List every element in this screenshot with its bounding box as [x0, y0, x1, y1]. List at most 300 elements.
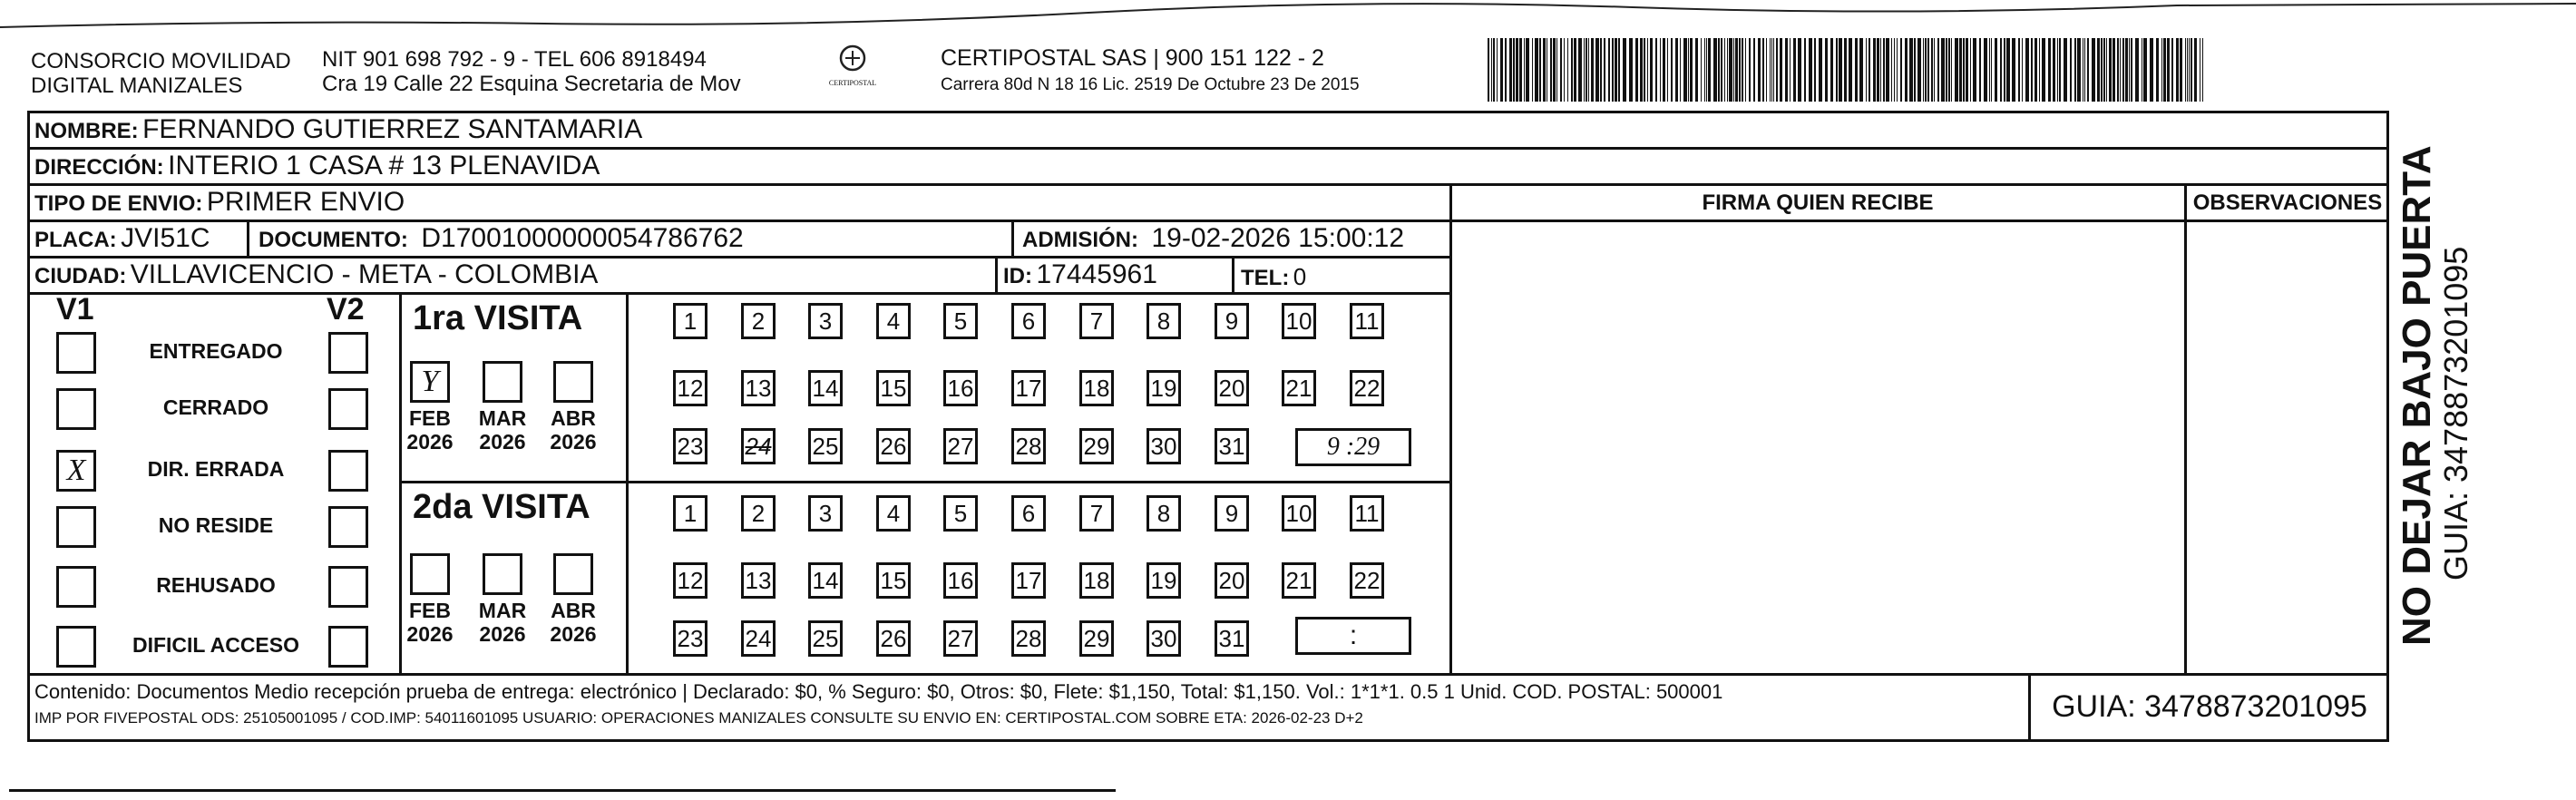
- month-name: FEB: [409, 406, 451, 430]
- day-box[interactable]: 12: [673, 562, 707, 599]
- day-box[interactable]: 20: [1215, 370, 1249, 406]
- barcode-bar: [2074, 38, 2076, 102]
- month-year: 2026: [479, 430, 526, 454]
- day-box[interactable]: 21: [1282, 370, 1316, 406]
- day-box[interactable]: 9: [1215, 495, 1249, 532]
- status-label: DIR. ERRADA: [147, 457, 285, 481]
- day-box[interactable]: 23: [673, 620, 707, 657]
- day-box[interactable]: 23: [673, 428, 707, 464]
- day-box[interactable]: 4: [876, 495, 911, 532]
- month-checkbox[interactable]: Y: [410, 361, 450, 403]
- barcode-bar: [1735, 38, 1738, 102]
- barcode-bar: [1733, 38, 1734, 102]
- visit2-time-box[interactable]: :: [1295, 617, 1411, 655]
- month-year: 2026: [550, 430, 597, 454]
- day-box[interactable]: 7: [1079, 303, 1114, 339]
- courier-info: [941, 45, 1360, 95]
- barcode-bar: [2106, 38, 2107, 102]
- barcode-bar: [2103, 38, 2105, 102]
- day-box[interactable]: 6: [1011, 303, 1046, 339]
- day-box[interactable]: 16: [943, 562, 978, 599]
- documento-label: DOCUMENTO:: [259, 228, 408, 252]
- day-box[interactable]: 14: [808, 370, 843, 406]
- barcode-bar: [2163, 38, 2166, 102]
- day-box[interactable]: 12: [673, 370, 707, 406]
- barcode-bar: [1745, 38, 1746, 102]
- tel-label: TEL:: [1241, 266, 1290, 290]
- day-box[interactable]: 16: [943, 370, 978, 406]
- v1-checkbox[interactable]: [56, 332, 96, 374]
- day-box[interactable]: 7: [1079, 495, 1114, 532]
- bottom-rule: [9, 789, 1116, 792]
- barcode-bar: [2187, 38, 2188, 102]
- barcode-bar: [1995, 38, 1997, 102]
- barcode-bar: [1675, 38, 1678, 102]
- v1-header: V1: [56, 292, 94, 327]
- barcode-bar: [1970, 38, 1971, 102]
- barcode-bar: [1966, 38, 1968, 102]
- barcode-bar: [2022, 38, 2023, 102]
- address-line: Cra 19 Calle 22 Esquina Secretaria de Mov: [322, 72, 741, 96]
- day-box[interactable]: 20: [1215, 562, 1249, 599]
- tel-value: 0: [1293, 263, 1307, 290]
- barcode-bar: [2117, 38, 2119, 102]
- barcode-bar: [2053, 38, 2055, 102]
- barcode-bar: [1721, 38, 1722, 102]
- v1-checkbox[interactable]: X: [56, 450, 96, 492]
- barcode-bar: [1505, 38, 1507, 102]
- v2-checkbox[interactable]: [328, 626, 368, 668]
- v1-checkbox[interactable]: [56, 626, 96, 668]
- ciudad-field: [34, 259, 598, 290]
- month-label: [546, 599, 600, 646]
- barcode-bar: [1753, 38, 1755, 102]
- company-contact: [322, 47, 741, 96]
- company-line-1: CONSORCIO MOVILIDAD: [31, 49, 291, 73]
- barcode-bar: [1941, 38, 1945, 102]
- day-box[interactable]: 25: [808, 620, 843, 657]
- day-box[interactable]: 10: [1282, 495, 1316, 532]
- day-box[interactable]: 17: [1011, 370, 1046, 406]
- barcode-bar: [1749, 38, 1751, 102]
- v1-checkbox[interactable]: [56, 506, 96, 548]
- barcode-bar: [1809, 38, 1812, 102]
- barcode-bar: [1519, 38, 1522, 102]
- barcode-bar: [1543, 38, 1546, 102]
- visit1-title: 1ra VISITA: [413, 299, 583, 337]
- day-box[interactable]: 28: [1011, 428, 1046, 464]
- day-box[interactable]: 11: [1350, 303, 1384, 339]
- barcode-bar: [1513, 38, 1515, 102]
- day-box[interactable]: 27: [943, 620, 978, 657]
- month-label: [546, 406, 600, 454]
- month-label: [475, 406, 530, 454]
- barcode-bar: [1925, 38, 1927, 102]
- day-box[interactable]: 18: [1079, 562, 1114, 599]
- barcode-bar: [1776, 38, 1778, 102]
- month-label: [403, 599, 457, 646]
- month-checkbox[interactable]: [553, 361, 593, 403]
- row-divider: [27, 147, 2389, 150]
- barcode-bar: [1663, 38, 1665, 102]
- day-box[interactable]: 30: [1147, 620, 1181, 657]
- month-name: FEB: [409, 599, 451, 622]
- barcode-bar: [1690, 38, 1693, 102]
- day-box[interactable]: 22: [1350, 370, 1384, 406]
- barcode-bar: [2120, 38, 2121, 102]
- barcode-bar: [1739, 38, 1741, 102]
- barcode-bar: [1855, 38, 1858, 102]
- barcode-bar: [2025, 38, 2029, 102]
- barcode-bar: [1647, 38, 1648, 102]
- barcode-bar: [1877, 38, 1879, 102]
- day-box[interactable]: 2: [741, 303, 776, 339]
- barcode-bar: [1535, 38, 1538, 102]
- barcode-bar: [2004, 38, 2005, 102]
- barcode-bar: [1595, 38, 1599, 102]
- ciudad-value: VILLAVICENCIO - META - COLOMBIA: [130, 259, 599, 289]
- month-label: [475, 599, 530, 646]
- barcode-bar: [1793, 38, 1796, 102]
- firma-divider: [1449, 183, 1452, 673]
- barcode: [1488, 38, 2213, 102]
- month-label: [403, 406, 457, 454]
- footer-guia: GUIA: 3478873201095: [2052, 689, 2367, 724]
- barcode-bar: [2180, 38, 2182, 102]
- barcode-bar: [1948, 38, 1950, 102]
- barcode-bar: [1532, 38, 1533, 102]
- barcode-bar: [1539, 38, 1541, 102]
- day-box[interactable]: 24: [741, 428, 776, 464]
- barcode-bar: [1608, 38, 1610, 102]
- status-label: NO RESIDE: [158, 513, 274, 537]
- barcode-bar: [2125, 38, 2128, 102]
- barcode-bar: [1869, 38, 1870, 102]
- barcode-bar: [1615, 38, 1617, 102]
- barcode-bar: [2084, 38, 2085, 102]
- barcode-bar: [1586, 38, 1587, 102]
- barcode-bar: [1635, 38, 1638, 102]
- nombre-label: NOMBRE:: [34, 119, 139, 143]
- day-box[interactable]: 17: [1011, 562, 1046, 599]
- month-name: ABR: [551, 406, 596, 430]
- barcode-bar: [1785, 38, 1788, 102]
- admision-field: [1022, 223, 1404, 254]
- day-box[interactable]: 8: [1147, 303, 1181, 339]
- day-box[interactable]: 19: [1147, 562, 1181, 599]
- visit-row-divider: [399, 481, 1451, 483]
- barcode-bar: [1984, 38, 1987, 102]
- day-box[interactable]: 1: [673, 303, 707, 339]
- day-box[interactable]: 6: [1011, 495, 1046, 532]
- day-box[interactable]: 3: [808, 303, 843, 339]
- day-box[interactable]: 13: [741, 562, 776, 599]
- barcode-bar: [1927, 38, 1929, 102]
- barcode-bar: [2012, 38, 2015, 102]
- month-checkbox[interactable]: [410, 553, 450, 595]
- barcode-bar: [1644, 38, 1645, 102]
- barcode-bar: [2135, 38, 2139, 102]
- barcode-bar: [1724, 38, 1725, 102]
- company-name: [31, 49, 291, 98]
- day-box[interactable]: 2: [741, 495, 776, 532]
- footer-print-info: IMP POR FIVEPOSTAL ODS: 25105001095 / COD.IMP: 54011601095 USUARIO: OPERACIONES MANIZALES CONSULTE SU ENVIO EN: CERTIPOSTAL.COM SOBRE ETA: 2026-02-23 D+2: [34, 709, 1363, 727]
- day-box[interactable]: 1: [673, 495, 707, 532]
- barcode-bar: [1909, 38, 1913, 102]
- barcode-bar: [1650, 38, 1653, 102]
- placa-value: JVI51C: [121, 223, 210, 253]
- cell-divider: [995, 256, 998, 292]
- barcode-bar: [1550, 38, 1552, 102]
- barcode-bar: [2171, 38, 2173, 102]
- barcode-bar: [1701, 38, 1702, 102]
- barcode-bar: [1584, 38, 1585, 102]
- cell-divider: [1011, 220, 1014, 256]
- barcode-bar: [1917, 38, 1921, 102]
- barcode-bar: [1886, 38, 1889, 102]
- barcode-bar: [1937, 38, 1939, 102]
- side-guia: GUIA: 3478873201095: [2437, 246, 2474, 580]
- barcode-bar: [2161, 38, 2162, 102]
- barcode-bar: [1900, 38, 1902, 102]
- barcode-bar: [1934, 38, 1935, 102]
- day-box[interactable]: 29: [1079, 620, 1114, 657]
- barcode-bar: [1991, 38, 1992, 102]
- barcode-bar: [2150, 38, 2153, 102]
- month-year: 2026: [479, 622, 526, 646]
- barcode-bar: [1695, 38, 1698, 102]
- day-box[interactable]: 30: [1147, 428, 1181, 464]
- barcode-bar: [1989, 38, 1990, 102]
- barcode-bar: [2031, 38, 2033, 102]
- admision-value: 19-02-2026 15:00:12: [1151, 223, 1405, 253]
- barcode-bar: [1839, 38, 1842, 102]
- tipo-label: TIPO DE ENVIO:: [34, 191, 203, 216]
- month-name: MAR: [478, 599, 527, 622]
- day-box[interactable]: 28: [1011, 620, 1046, 657]
- direccion-row: [34, 151, 600, 181]
- barcode-bar: [1588, 38, 1589, 102]
- v1-checkbox[interactable]: [56, 566, 96, 608]
- barcode-bar: [2167, 38, 2170, 102]
- day-box[interactable]: 31: [1215, 428, 1249, 464]
- barcode-bar: [1488, 38, 1489, 102]
- barcode-bar: [2077, 38, 2081, 102]
- day-box[interactable]: 21: [1282, 562, 1316, 599]
- day-box[interactable]: 11: [1350, 495, 1384, 532]
- nombre-value: FERNANDO GUTIERREZ SANTAMARIA: [142, 114, 643, 144]
- barcode-bar: [1979, 38, 1981, 102]
- v1-checkbox[interactable]: [56, 388, 96, 430]
- direccion-value: INTERIO 1 CASA # 13 PLENAVIDA: [168, 151, 600, 180]
- status-label: CERRADO: [162, 395, 269, 419]
- day-box[interactable]: 25: [808, 428, 843, 464]
- day-box[interactable]: 5: [943, 495, 978, 532]
- day-box[interactable]: 3: [808, 495, 843, 532]
- placa-label: PLACA:: [34, 228, 117, 252]
- barcode-bar: [2143, 38, 2147, 102]
- barcode-bar: [1516, 38, 1518, 102]
- row-divider: [27, 292, 1451, 295]
- barcode-bar: [1612, 38, 1614, 102]
- barcode-bar: [1951, 38, 1952, 102]
- barcode-bar: [1623, 38, 1626, 102]
- barcode-bar: [1780, 38, 1782, 102]
- barcode-bar: [2191, 38, 2192, 102]
- row-divider: [27, 183, 2389, 186]
- month-name: ABR: [551, 599, 596, 622]
- barcode-bar: [1836, 38, 1838, 102]
- barcode-bar: [1604, 38, 1605, 102]
- month-checkbox[interactable]: [483, 361, 522, 403]
- v2-checkbox[interactable]: [328, 332, 368, 374]
- day-box[interactable]: 9: [1215, 303, 1249, 339]
- barcode-bar: [1883, 38, 1885, 102]
- day-box[interactable]: 22: [1350, 562, 1384, 599]
- documento-field: [259, 223, 744, 254]
- day-box[interactable]: 15: [876, 562, 911, 599]
- courier-line-1: CERTIPOSTAL SAS | 900 151 122 - 2: [941, 45, 1324, 71]
- day-box[interactable]: 15: [876, 370, 911, 406]
- barcode-bar: [1819, 38, 1822, 102]
- company-line-2: DIGITAL MANIZALES: [31, 73, 243, 98]
- barcode-bar: [2034, 38, 2037, 102]
- barcode-bar: [1600, 38, 1602, 102]
- footer-contents: Contenido: Documentos Medio recepción prueba de entrega: electrónico | Declarado: $0, % Seguro: $0, Otros: $0, Flete: $1,150, Total: $1,150. Vol.: 1*1*1. 0.5 1 Unid. COD. POSTAL: 500001: [34, 680, 1723, 703]
- row-divider: [27, 256, 1451, 259]
- barcode-bar: [1688, 38, 1689, 102]
- barcode-bar: [1742, 38, 1743, 102]
- cell-divider: [247, 220, 249, 256]
- barcode-bar: [1591, 38, 1594, 102]
- admision-label: ADMISIÓN:: [1022, 228, 1138, 252]
- barcode-bar: [1814, 38, 1816, 102]
- logo-icon: [834, 44, 871, 74]
- barcode-bar: [1567, 38, 1568, 102]
- id-label: ID:: [1003, 264, 1032, 288]
- barcode-bar: [2189, 38, 2190, 102]
- cell-divider: [1232, 256, 1234, 292]
- barcode-bar: [1946, 38, 1947, 102]
- tipo-value: PRIMER ENVIO: [206, 187, 405, 217]
- day-box[interactable]: 27: [943, 428, 978, 464]
- month-year: 2026: [406, 430, 454, 454]
- barcode-bar: [1667, 38, 1668, 102]
- day-box[interactable]: 31: [1215, 620, 1249, 657]
- direccion-label: DIRECCIÓN:: [34, 155, 164, 180]
- barcode-bar: [1526, 38, 1529, 102]
- barcode-bar: [2042, 38, 2045, 102]
- barcode-bar: [2092, 38, 2095, 102]
- barcode-bar: [1729, 38, 1732, 102]
- barcode-bar: [1880, 38, 1881, 102]
- barcode-bar: [2048, 38, 2051, 102]
- barcode-bar: [1640, 38, 1643, 102]
- day-box[interactable]: 26: [876, 620, 911, 657]
- barcode-bar: [1758, 38, 1761, 102]
- nit-line: NIT 901 698 792 - 9 - TEL 606 8918494: [322, 47, 707, 72]
- barcode-bar: [1766, 38, 1767, 102]
- v2-checkbox[interactable]: [328, 388, 368, 430]
- barcode-bar: [1683, 38, 1687, 102]
- barcode-bar: [1973, 38, 1976, 102]
- barcode-bar: [1713, 38, 1717, 102]
- placa-field: [34, 223, 210, 254]
- day-box[interactable]: 10: [1282, 303, 1316, 339]
- barcode-bar: [1574, 38, 1576, 102]
- certipostal-logo: [821, 44, 884, 87]
- barcode-bar: [2006, 38, 2010, 102]
- barcode-bar: [1500, 38, 1503, 102]
- day-box[interactable]: 18: [1079, 370, 1114, 406]
- barcode-bar: [1770, 38, 1771, 102]
- day-box[interactable]: 29: [1079, 428, 1114, 464]
- day-box[interactable]: 26: [876, 428, 911, 464]
- logo-caption: CERTIPOSTAL: [828, 79, 877, 87]
- barcode-bar: [2176, 38, 2179, 102]
- barcode-bar: [1618, 38, 1620, 102]
- barcode-bar: [2039, 38, 2040, 102]
- visit1-time-box[interactable]: 9 :29: [1295, 428, 1411, 466]
- ciudad-label: CIUDAD:: [34, 264, 127, 288]
- barcode-bar: [2064, 38, 2067, 102]
- v2-checkbox[interactable]: [328, 566, 368, 608]
- barcode-bar: [1849, 38, 1852, 102]
- day-box[interactable]: 14: [808, 562, 843, 599]
- barcode-bar: [2101, 38, 2103, 102]
- barcode-bar: [1671, 38, 1673, 102]
- documento-value: D17001000000054786762: [421, 223, 744, 253]
- barcode-bar: [1556, 38, 1557, 102]
- footer-divider: [27, 673, 2389, 676]
- month-checkbox[interactable]: [483, 553, 522, 595]
- barcode-bar: [1727, 38, 1728, 102]
- barcode-bar: [2057, 38, 2058, 102]
- barcode-bar: [2000, 38, 2002, 102]
- barcode-bar: [1873, 38, 1876, 102]
- month-name: MAR: [478, 406, 527, 430]
- barcode-bar: [1914, 38, 1916, 102]
- barcode-bar: [1866, 38, 1867, 102]
- day-box[interactable]: 13: [741, 370, 776, 406]
- barcode-bar: [2059, 38, 2061, 102]
- v2-checkbox[interactable]: [328, 506, 368, 548]
- month-checkbox[interactable]: [553, 553, 593, 595]
- barcode-bar: [1497, 38, 1498, 102]
- barcode-bar: [1655, 38, 1657, 102]
- day-box[interactable]: 4: [876, 303, 911, 339]
- status-label: DIFICIL ACCESO: [132, 633, 299, 657]
- barcode-bar: [1680, 38, 1681, 102]
- barcode-bar: [2194, 38, 2197, 102]
- barcode-bar: [1571, 38, 1573, 102]
- barcode-bar: [1560, 38, 1562, 102]
- barcode-bar: [1564, 38, 1565, 102]
- day-box[interactable]: 19: [1147, 370, 1181, 406]
- barcode-bar: [2113, 38, 2115, 102]
- barcode-bar: [1891, 38, 1892, 102]
- barcode-bar: [1771, 38, 1772, 102]
- day-box[interactable]: 8: [1147, 495, 1181, 532]
- barcode-bar: [1923, 38, 1924, 102]
- barcode-bar: [2018, 38, 2020, 102]
- day-box[interactable]: 24: [741, 620, 776, 657]
- barcode-bar: [2131, 38, 2132, 102]
- barcode-bar: [1963, 38, 1965, 102]
- barcode-bar: [1509, 38, 1512, 102]
- v2-checkbox[interactable]: [328, 450, 368, 492]
- day-box[interactable]: 5: [943, 303, 978, 339]
